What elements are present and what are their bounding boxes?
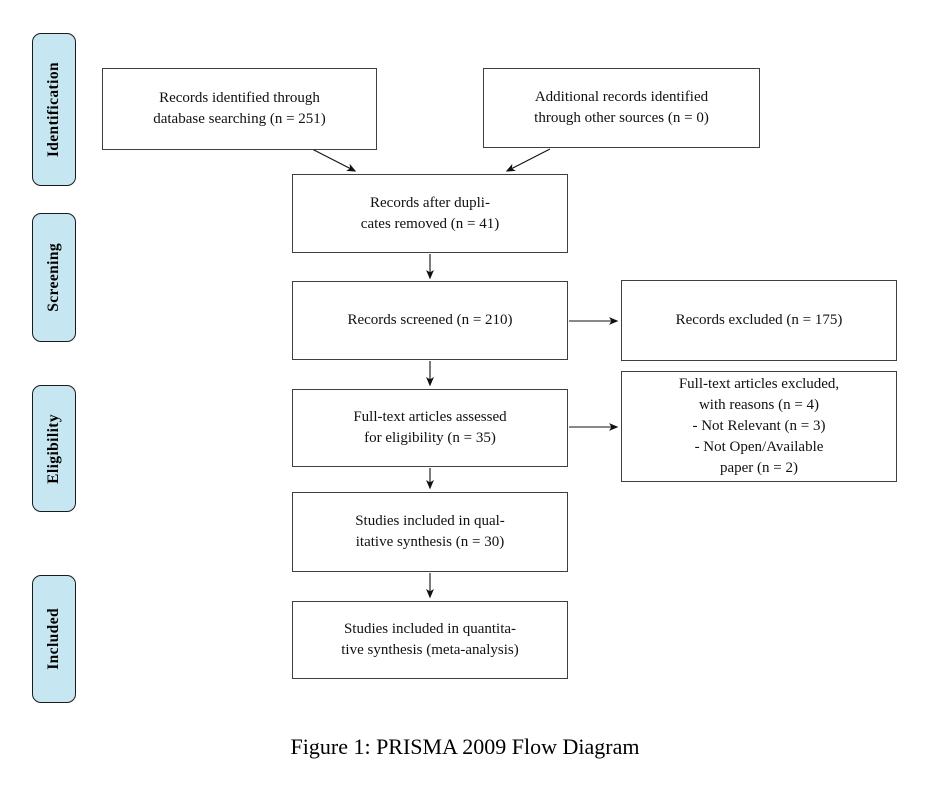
box-line: Records identified through: [159, 90, 320, 106]
box-line: Studies included in quantita-: [343, 621, 517, 637]
box-records-identified: [102, 68, 377, 150]
arrow-identified-to-duplicates: [312, 149, 355, 171]
box-line: with reasons (n = 4): [698, 397, 820, 413]
box-line: - Not Open/Available: [694, 439, 824, 455]
box-line: database searching (n = 251): [153, 111, 326, 127]
box-line: Records after dupli-: [370, 194, 490, 211]
box-line: itative synthesis (n = 30): [355, 534, 505, 550]
box-records-excluded: [621, 280, 897, 361]
box-line: Studies included in qual-: [355, 513, 505, 529]
box-line: Full-text articles excluded,: [678, 376, 840, 392]
box-line: cates removed (n = 41): [360, 215, 500, 232]
box-line: for eligibility (n = 35): [364, 430, 496, 446]
stage-label-screening: [32, 213, 76, 342]
box-line: Records screened (n = 210): [347, 312, 513, 328]
box-fulltext-assessed: [292, 389, 568, 467]
box-line: through other sources (n = 0): [534, 110, 709, 126]
stage-label-included: [32, 575, 76, 703]
stage-label-eligibility: [32, 385, 76, 512]
figure-caption: Figure 1: PRISMA 2009 Flow Diagram: [290, 734, 640, 759]
box-line: Additional records identified: [534, 89, 709, 105]
arrow-additional-to-duplicates: [507, 149, 550, 171]
box-qualitative-synthesis: [292, 492, 568, 572]
box-records-screened: [292, 281, 568, 360]
box-fulltext-excluded: [621, 371, 897, 482]
box-line: paper (n = 2): [719, 460, 798, 476]
stage-label-text: Identification: [45, 61, 62, 158]
box-duplicates-removed: [292, 174, 568, 253]
box-line: - Not Relevant (n = 3): [692, 418, 826, 434]
stage-label-text: Included: [45, 608, 62, 670]
stage-label-identification: [32, 33, 76, 186]
box-line: Full-text articles assessed: [353, 409, 507, 425]
box-additional-records: [483, 68, 760, 148]
box-line: tive synthesis (meta-analysis): [341, 642, 519, 658]
stage-label-text: Screening: [45, 243, 62, 312]
box-quantitative-synthesis: [292, 601, 568, 679]
box-line: Records excluded (n = 175): [675, 312, 843, 328]
stage-label-text: Eligibility: [45, 413, 62, 484]
